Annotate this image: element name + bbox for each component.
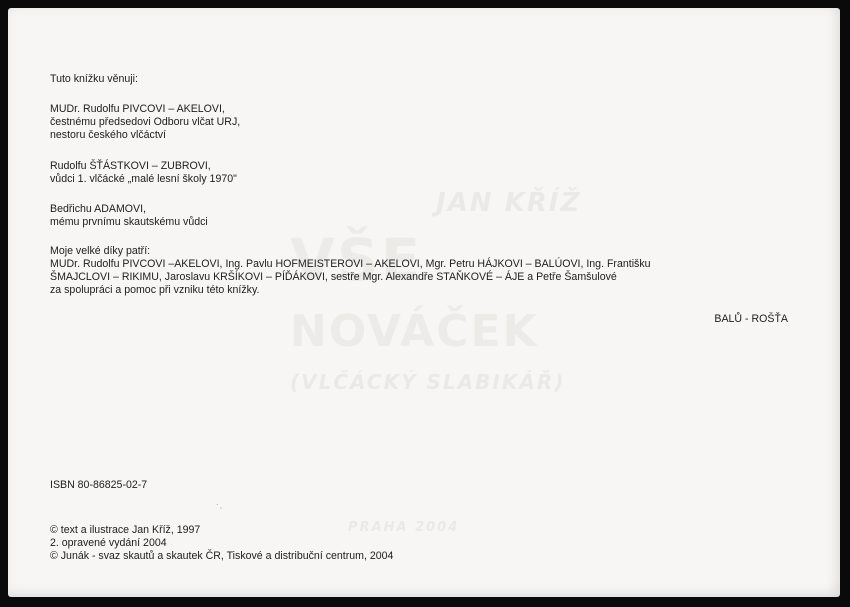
ghost-place: PRAHA 2004 <box>348 520 460 535</box>
thanks-line: za spolupráci a pomoc při vzniku této knížky. <box>50 284 260 296</box>
colophon <box>50 524 790 563</box>
dedication-intro <box>50 73 790 86</box>
colophon-line: © text a ilustrace Jan Kříž, 1997 <box>50 524 201 536</box>
dedication-line: nestoru českého vlčáctví <box>50 129 166 141</box>
dedication-line: Bedřichu ADAMOVI, <box>50 203 146 215</box>
dedication-intro-text: Tuto knížku věnuji: <box>50 73 138 85</box>
stray-mark-icon: ˙· <box>215 504 223 514</box>
isbn-line <box>50 479 790 492</box>
dedication-line: MUDr. Rudolfu PIVCOVI – AKELOVI, <box>50 103 225 115</box>
dedication-person-1 <box>50 103 790 142</box>
colophon-line: 2. opravené vydání 2004 <box>50 537 167 549</box>
dedication-line: čestnému předsedovi Odboru vlčat URJ, <box>50 116 241 128</box>
dedication-line: Rudolfu ŠŤÁSTKOVI – ZUBROVI, <box>50 160 211 172</box>
ghost-title-line2: NOVÁČEK <box>290 306 539 357</box>
book-page <box>8 8 840 597</box>
dedication-line: vůdci 1. vlčácké „malé lesní školy 1970" <box>50 173 237 185</box>
thanks-line: Moje velké díky patří: <box>50 245 151 257</box>
isbn-text: ISBN 80-86825-02-7 <box>50 479 148 491</box>
ghost-title-line1: VŠE <box>290 226 423 294</box>
thanks-line: ŠMAJCLOVI – RIKIMU, Jaroslavu KRŠÍKOVI – PÍĎÁKOVI, sestře Mgr. Alexandře STAŇKOVÉ – ÁJE a Petře Šamšulové <box>50 271 617 283</box>
thanks-paragraph <box>50 245 790 297</box>
author-signature: BALŮ - ROŠŤA <box>714 313 788 325</box>
ghost-author-text: JAN KŘÍŽ <box>436 188 582 218</box>
dedication-line: mému prvnímu skautskému vůdci <box>50 216 208 228</box>
dedication-person-2 <box>50 160 790 186</box>
dedication-person-3 <box>50 203 790 229</box>
ghost-subtitle: (VLČÁCKÝ SLABIKÁŘ) <box>290 370 566 394</box>
thanks-line: MUDr. Rudolfu PIVCOVI –AKELOVI, Ing. Pavlu HOFMEISTEROVI – AKELOVI, Mgr. Petru HÁJKOVI – BALÚOVI, Ing. Františku <box>50 258 651 270</box>
colophon-line: © Junák - svaz skautů a skautek ČR, Tiskové a distribuční centrum, 2004 <box>50 550 394 562</box>
